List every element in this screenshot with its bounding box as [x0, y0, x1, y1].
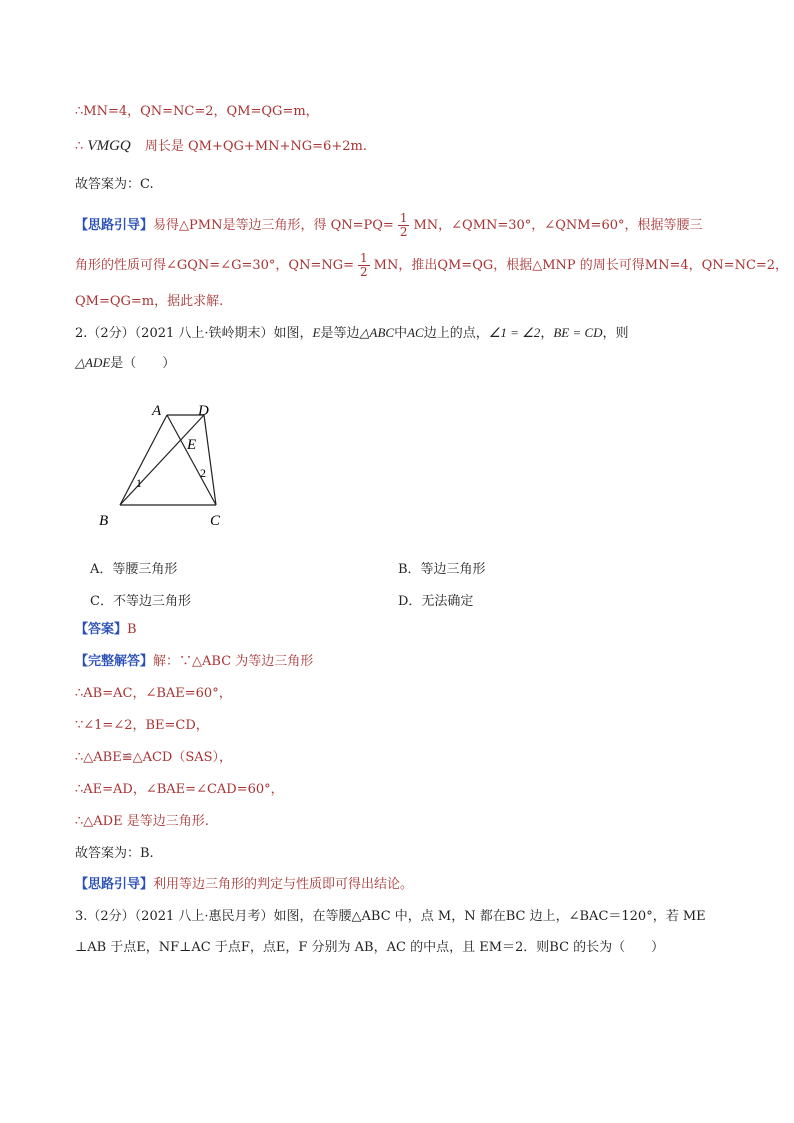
q2-figure	[90, 395, 240, 535]
fraction-half: $\frac{1}{2}$	[360, 251, 368, 279]
prev-solution-line-2	[75, 136, 367, 157]
label-A: A	[152, 403, 162, 419]
prev-hint-line-3: QM=QG=m，据此求解.	[75, 294, 224, 309]
label-angle-1: 1	[136, 476, 142, 490]
fraction-half: $\frac{1}{2}$	[399, 211, 408, 239]
segment-AB	[120, 415, 167, 505]
q2-hint: 【思路引导】利用等边三角形的判定与性质即可得出结论。	[75, 877, 414, 892]
hint-text: MN，∠QMN=30°，∠QNM=60°，根据等腰三	[413, 218, 703, 233]
triangle-symbol: VMGQ	[87, 138, 131, 154]
q2-solution-step-3: ∴△ABE≌△ACD（SAS），	[75, 750, 233, 765]
q3-line-1: 3.（2分）（2021 八上·惠民月考）如图，在等腰△ABC 中，点 M，N 都在BC 边上，∠BAC＝120°，若 ME	[75, 909, 706, 924]
q2-solution-step-1: ∴AB=AC，∠BAE=60°，	[75, 686, 232, 701]
label-D: D	[198, 403, 209, 419]
prev-hint-line-2	[75, 252, 788, 279]
perimeter-text: 周长是 QM+QG+MN+NG=6+2m.	[144, 139, 367, 154]
answer-tag: 【答案】	[75, 622, 128, 637]
hint-tag: 【思路引导】	[75, 218, 154, 233]
q2-solution-step-4: ∴AE=AD，∠BAE=∠CAD=60°，	[75, 782, 284, 797]
label-E: E	[187, 437, 197, 453]
q2-solution-intro: 【完整解答】解：∵△ABC 为等边三角形	[75, 654, 314, 669]
option-B[interactable]: B．等边三角形	[398, 562, 486, 577]
q2-header: 2.（2分）（2021 八上·铁岭期末）如图，E是等边△ABC中AC边上的点，∠1 = ∠2，BE = CD，则	[75, 325, 629, 341]
prev-answer-line: 故答案为：C.	[75, 177, 154, 192]
label-B: B	[99, 513, 109, 529]
label-angle-2: 2	[200, 466, 206, 480]
label-C: C	[210, 513, 221, 529]
prev-hint-line-1	[75, 212, 702, 239]
therefore-symbol: ∴	[75, 139, 84, 154]
q2-solution-step-5: ∴△ADE 是等边三角形.	[75, 814, 209, 829]
option-C[interactable]: C．不等边三角形	[90, 594, 191, 609]
answer-value: B	[127, 622, 137, 637]
q2-answer	[75, 620, 137, 640]
option-A[interactable]: A．等腰三角形	[90, 562, 178, 577]
hint-tag: 【思路引导】	[75, 877, 154, 892]
hint-text: 角形的性质可得∠GQN=∠G=30°，QN=NG=	[75, 258, 354, 273]
q3-line-2: ⊥AB 于点E，NF⊥AC 于点F，点E，F 分别为 AB，AC 的中点，且 EM＝2．则BC 的长为（ ）	[75, 940, 665, 955]
solution-tag: 【完整解答】	[75, 654, 154, 669]
hint-text: 易得△PMN是等边三角形，得 QN=PQ=	[153, 218, 394, 233]
prev-solution-line-1: ∴MN=4，QN=NC=2，QM=QG=m，	[75, 104, 319, 119]
q2-solution-step-2: ∵∠1=∠2，BE=CD，	[75, 718, 209, 733]
q2-final-answer: 故答案为：B.	[75, 846, 154, 861]
q2-header-line-2: △ADE是（ ）	[75, 355, 176, 371]
hint-text: MN，推出QM=QG，根据△MNP 的周长可得MN=4，QN=NC=2，	[373, 258, 789, 273]
option-D[interactable]: D．无法确定	[398, 594, 474, 609]
segment-DC	[204, 415, 216, 505]
